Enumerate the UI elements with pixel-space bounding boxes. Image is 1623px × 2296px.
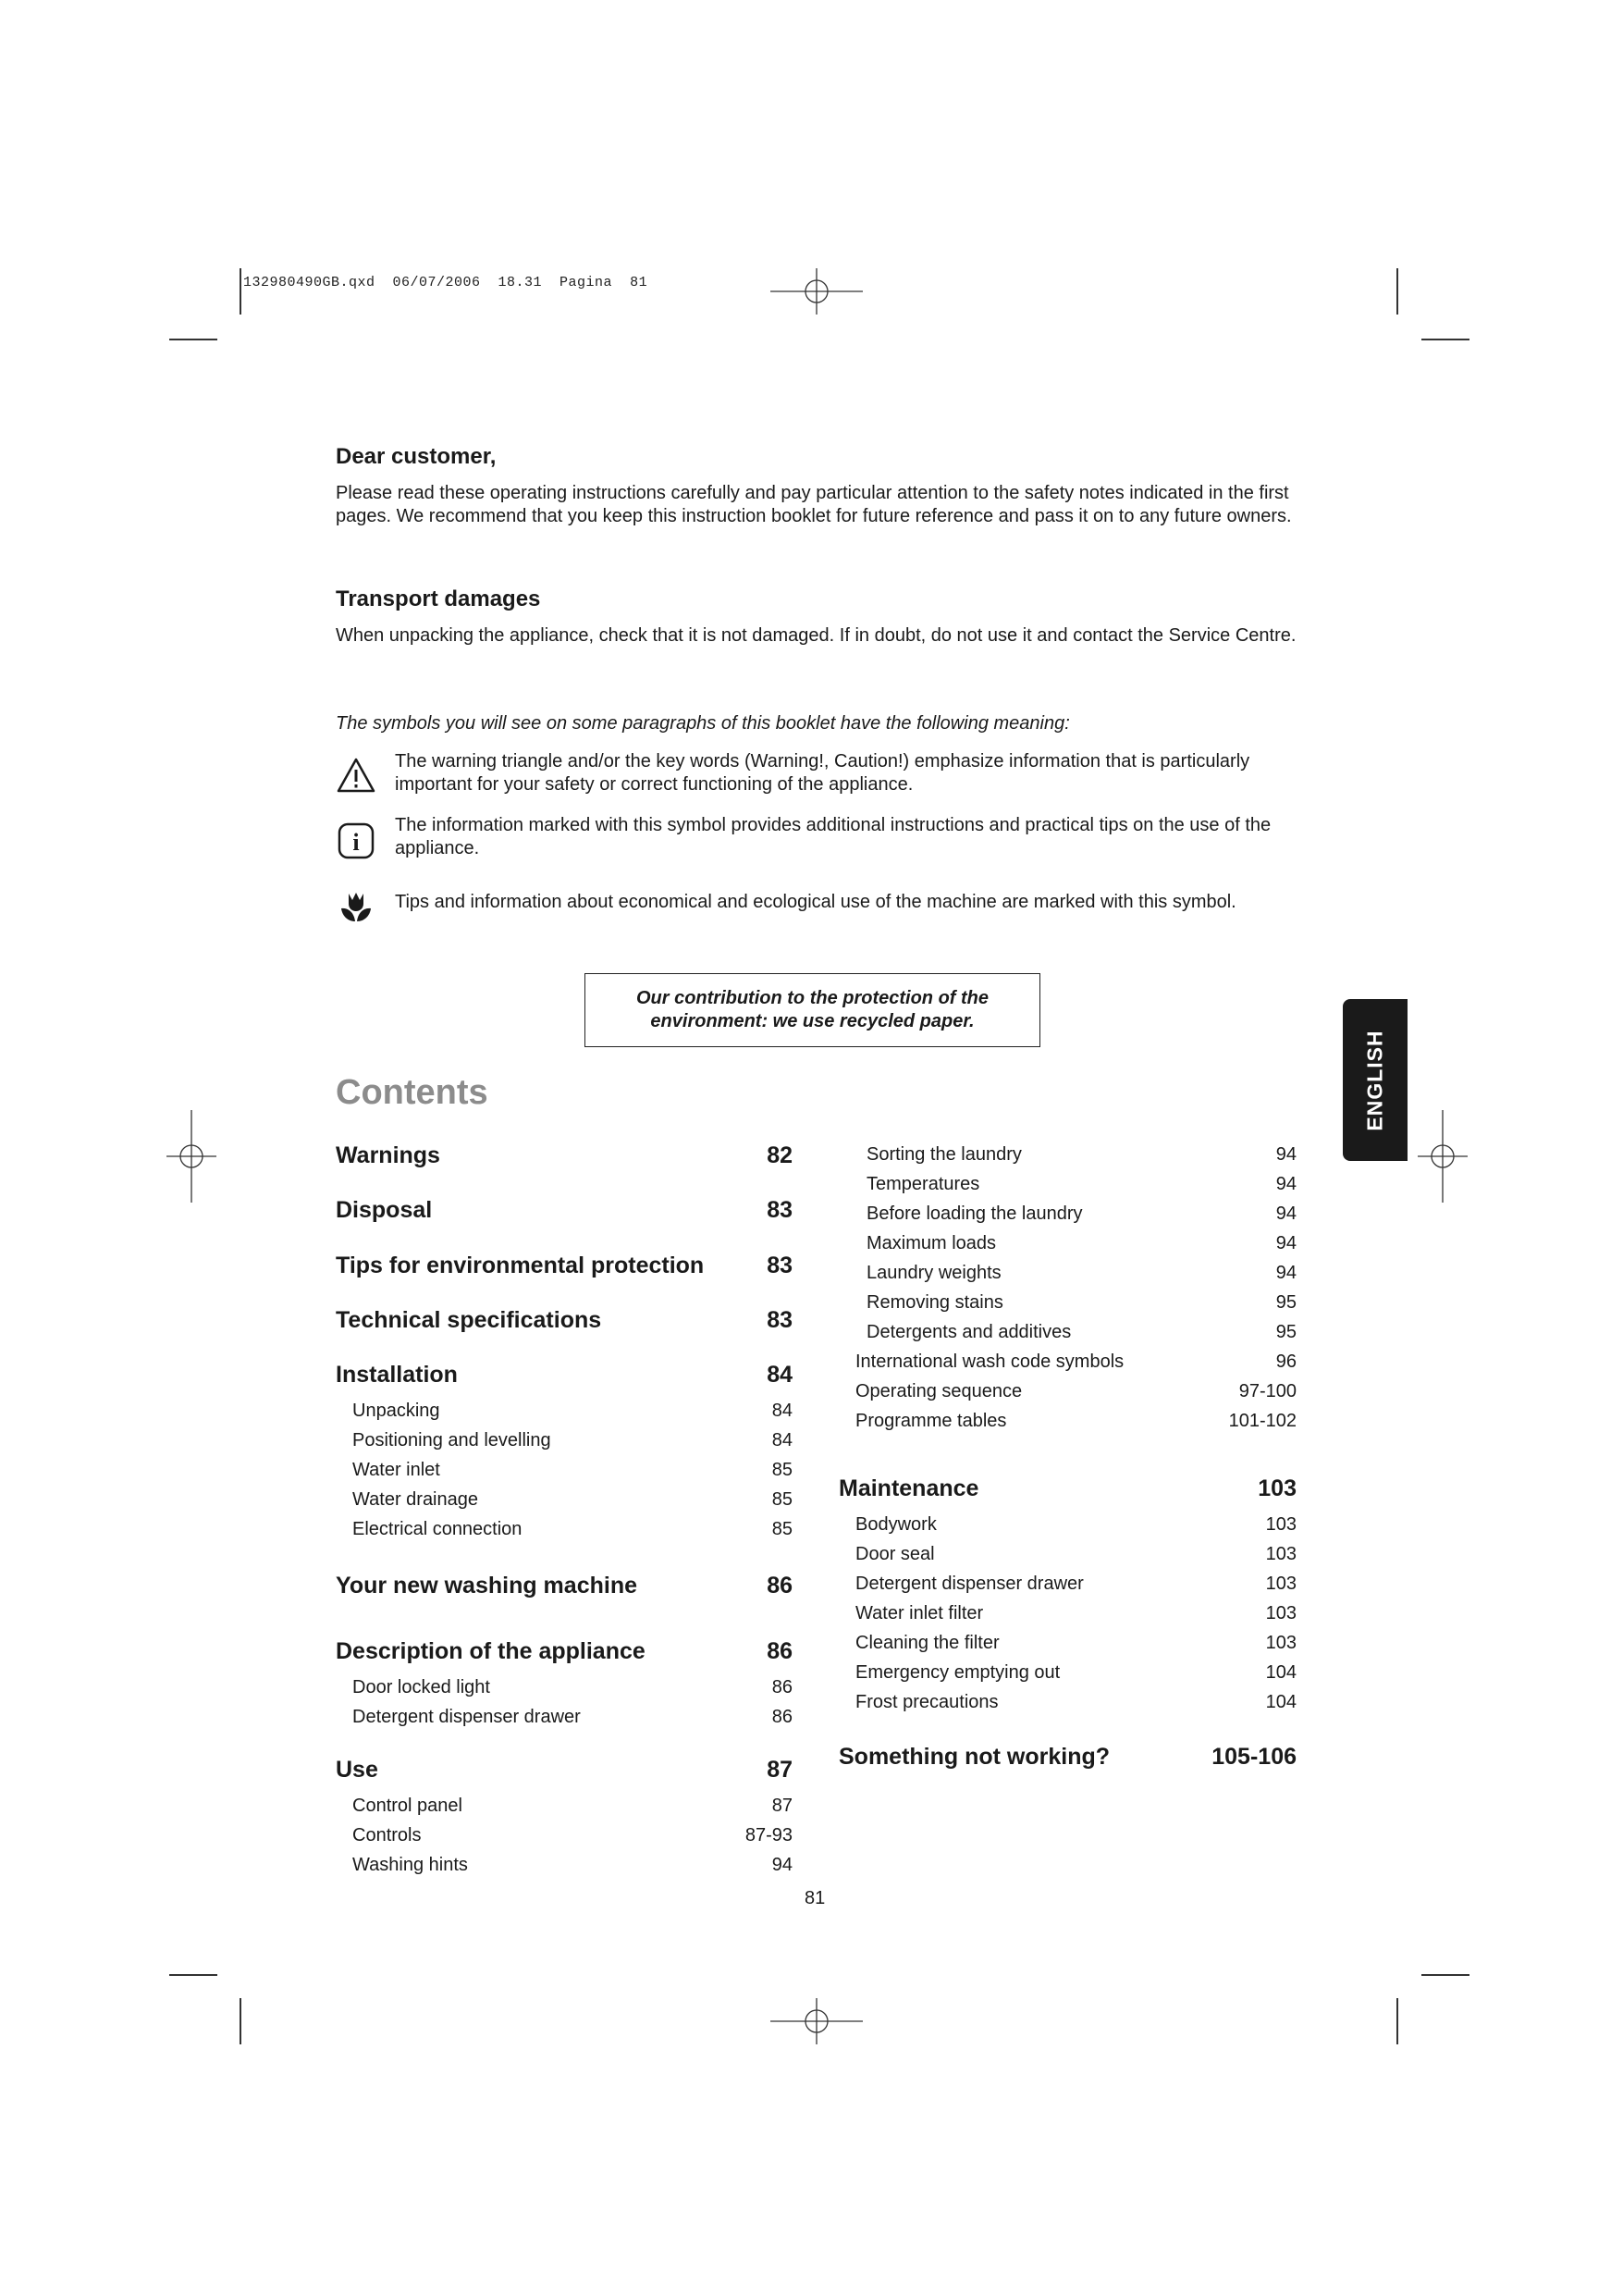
warning-triangle-icon bbox=[337, 757, 375, 794]
toc-page: 85 bbox=[771, 1489, 793, 1510]
toc-page: 103 bbox=[1265, 1633, 1297, 1653]
toc-label: Description of the appliance bbox=[336, 1638, 646, 1664]
toc-page: 83 bbox=[767, 1197, 793, 1223]
toc-subentry[interactable] bbox=[352, 1825, 793, 1846]
toc-label: Controls bbox=[352, 1825, 422, 1845]
toc-entry[interactable] bbox=[336, 1757, 793, 1784]
toc-page: 103 bbox=[1265, 1514, 1297, 1535]
toc-page: 94 bbox=[771, 1855, 793, 1875]
toc-page: 94 bbox=[1275, 1204, 1297, 1224]
toc-label: Detergent dispenser drawer bbox=[855, 1574, 1084, 1594]
language-tab-label: ENGLISH bbox=[1362, 1029, 1387, 1131]
toc-entry[interactable] bbox=[839, 1475, 1297, 1502]
registration-mark-icon bbox=[1418, 1110, 1468, 1203]
toc-subentry[interactable] bbox=[855, 1603, 1297, 1624]
eco-symbol-text: Tips and information about economical and ecological use of the machine are marked with this symbol. bbox=[395, 892, 1236, 912]
toc-page: 95 bbox=[1275, 1322, 1297, 1342]
toc-subentry[interactable] bbox=[855, 1381, 1297, 1402]
toc-label: Removing stains bbox=[867, 1292, 1003, 1313]
language-tab bbox=[1343, 999, 1408, 1161]
toc-label: Programme tables bbox=[855, 1411, 1007, 1431]
toc-page: 86 bbox=[767, 1573, 793, 1599]
toc-page: 86 bbox=[771, 1707, 793, 1727]
toc-subentry[interactable] bbox=[352, 1489, 793, 1511]
toc-label: Use bbox=[336, 1757, 378, 1783]
registration-mark-icon bbox=[770, 1998, 863, 2044]
toc-page: 105-106 bbox=[1211, 1744, 1297, 1770]
toc-subentry[interactable] bbox=[855, 1662, 1297, 1684]
toc-page: 97-100 bbox=[1238, 1381, 1297, 1401]
toc-label: Laundry weights bbox=[867, 1263, 1002, 1283]
toc-label: Door locked light bbox=[352, 1677, 490, 1697]
toc-subentry[interactable] bbox=[855, 1544, 1297, 1565]
toc-page: 103 bbox=[1258, 1475, 1297, 1501]
toc-subentry[interactable] bbox=[867, 1322, 1297, 1343]
toc-label: Warnings bbox=[336, 1142, 440, 1168]
toc-page: 94 bbox=[1275, 1174, 1297, 1194]
toc-subentry[interactable] bbox=[867, 1204, 1297, 1225]
toc-page: 85 bbox=[771, 1519, 793, 1539]
toc-label: Frost precautions bbox=[855, 1692, 999, 1712]
toc-label: Installation bbox=[336, 1362, 458, 1388]
toc-label: Water inlet filter bbox=[855, 1603, 984, 1623]
toc-page: 104 bbox=[1265, 1662, 1297, 1683]
toc-label: Technical specifications bbox=[336, 1307, 602, 1333]
toc-label: Emergency emptying out bbox=[855, 1662, 1061, 1683]
toc-subentry[interactable] bbox=[352, 1401, 793, 1422]
toc-subentry[interactable] bbox=[867, 1144, 1297, 1166]
toc-label: Tips for environmental protection bbox=[336, 1253, 705, 1278]
toc-page: 103 bbox=[1265, 1574, 1297, 1594]
toc-page: 85 bbox=[771, 1460, 793, 1480]
toc-page: 86 bbox=[771, 1677, 793, 1697]
transport-heading: Transport damages bbox=[336, 586, 541, 611]
toc-label: Before loading the laundry bbox=[867, 1204, 1083, 1224]
toc-page: 86 bbox=[767, 1638, 793, 1664]
intro-text: Please read these operating instructions carefully and pay particular attention to the safety notes indicated in the first pages. We recommend that you keep this instruction booklet for future reference and pass it on to any future owners. bbox=[336, 483, 1292, 526]
toc-label: Cleaning the filter bbox=[855, 1633, 1000, 1653]
toc-page: 84 bbox=[771, 1430, 793, 1450]
toc-label: Maintenance bbox=[839, 1475, 979, 1501]
toc-subentry[interactable] bbox=[352, 1430, 793, 1451]
toc-subentry[interactable] bbox=[867, 1174, 1297, 1195]
toc-subentry[interactable] bbox=[352, 1460, 793, 1481]
toc-subentry[interactable] bbox=[867, 1263, 1297, 1284]
transport-text: When unpacking the appliance, check that it is not damaged. If in doubt, do not use it and contact the Service Centre. bbox=[336, 625, 1297, 646]
toc-page: 82 bbox=[767, 1142, 793, 1168]
toc-label: Disposal bbox=[336, 1197, 433, 1223]
toc-page: 87 bbox=[767, 1757, 793, 1783]
toc-label: Your new washing machine bbox=[336, 1573, 637, 1599]
toc-page: 96 bbox=[1275, 1352, 1297, 1372]
registration-mark-icon bbox=[166, 1110, 216, 1203]
toc-page: 84 bbox=[771, 1401, 793, 1421]
toc-label: Unpacking bbox=[352, 1401, 440, 1421]
toc-subentry[interactable] bbox=[352, 1707, 793, 1728]
toc-entry[interactable] bbox=[336, 1573, 793, 1599]
toc-subentry[interactable] bbox=[352, 1677, 793, 1698]
toc-label: Maximum loads bbox=[867, 1233, 997, 1253]
toc-page: 101-102 bbox=[1228, 1411, 1297, 1431]
toc-subentry[interactable] bbox=[855, 1574, 1297, 1595]
toc-page: 94 bbox=[1275, 1233, 1297, 1253]
toc-label: Washing hints bbox=[352, 1855, 468, 1875]
toc-label: Door seal bbox=[855, 1544, 935, 1564]
toc-label: International wash code symbols bbox=[855, 1352, 1125, 1372]
toc-subentry[interactable] bbox=[855, 1692, 1297, 1713]
note-line-1: Our contribution to the protection of the bbox=[635, 988, 990, 1008]
toc-page: 103 bbox=[1265, 1544, 1297, 1564]
toc-page: 87-93 bbox=[744, 1825, 793, 1845]
toc-page: 83 bbox=[767, 1307, 793, 1333]
toc-page: 95 bbox=[1275, 1292, 1297, 1313]
symbols-intro: The symbols you will see on some paragraphs of this booklet have the following meaning: bbox=[336, 713, 1070, 734]
contents-title: Contents bbox=[336, 1073, 488, 1112]
toc-label: Control panel bbox=[352, 1796, 462, 1816]
recycled-paper-note bbox=[584, 973, 1040, 1047]
svg-text:i: i bbox=[352, 829, 360, 856]
toc-page: 83 bbox=[767, 1253, 793, 1278]
warning-symbol-text: The warning triangle and/or the key words (Warning!, Caution!) emphasize information that is particularly important for your safety or correct functioning of the appliance. bbox=[395, 751, 1250, 795]
toc-subentry[interactable] bbox=[352, 1796, 793, 1817]
file-slug: 132980490GB.qxd 06/07/2006 18.31 Pagina 81 bbox=[243, 275, 648, 290]
toc-entry[interactable] bbox=[336, 1142, 793, 1169]
toc-page: 103 bbox=[1265, 1603, 1297, 1623]
toc-label: Detergent dispenser drawer bbox=[352, 1707, 581, 1727]
toc-subentry[interactable] bbox=[855, 1411, 1297, 1432]
toc-entry[interactable] bbox=[336, 1197, 793, 1224]
toc-label: Bodywork bbox=[855, 1514, 937, 1535]
toc-label: Something not working? bbox=[839, 1744, 1111, 1770]
toc-entry[interactable] bbox=[336, 1362, 793, 1389]
toc-page: 104 bbox=[1265, 1692, 1297, 1712]
toc-page: 94 bbox=[1275, 1263, 1297, 1283]
registration-mark-icon bbox=[770, 268, 863, 315]
note-line-2: environment: we use recycled paper. bbox=[650, 1011, 975, 1031]
toc-page: 94 bbox=[1275, 1144, 1297, 1165]
intro-heading: Dear customer, bbox=[336, 444, 497, 469]
toc-subentry[interactable] bbox=[855, 1633, 1297, 1654]
page-number: 81 bbox=[805, 1888, 826, 1908]
toc-subentry[interactable] bbox=[352, 1519, 793, 1540]
toc-label: Operating sequence bbox=[855, 1381, 1023, 1401]
information-symbol-text: The information marked with this symbol provides additional instructions and practical tips on the use of the appliance. bbox=[395, 815, 1272, 858]
toc-label: Electrical connection bbox=[352, 1519, 523, 1539]
toc-subentry[interactable] bbox=[352, 1855, 793, 1876]
toc-label: Water drainage bbox=[352, 1489, 478, 1510]
toc-subentry[interactable] bbox=[855, 1514, 1297, 1536]
toc-label: Detergents and additives bbox=[867, 1322, 1072, 1342]
toc-page: 84 bbox=[767, 1362, 793, 1388]
toc-label: Positioning and levelling bbox=[352, 1430, 551, 1450]
toc-entry[interactable] bbox=[336, 1307, 793, 1334]
toc-entry[interactable] bbox=[336, 1253, 793, 1279]
toc-page: 87 bbox=[771, 1796, 793, 1816]
toc-label: Temperatures bbox=[867, 1174, 980, 1194]
toc-entry[interactable] bbox=[336, 1638, 793, 1665]
toc-label: Water inlet bbox=[352, 1460, 440, 1480]
eco-flower-icon bbox=[338, 888, 375, 925]
toc-subentry[interactable] bbox=[855, 1352, 1297, 1373]
toc-entry[interactable] bbox=[839, 1744, 1297, 1771]
toc-label: Sorting the laundry bbox=[867, 1144, 1022, 1165]
information-icon bbox=[338, 822, 375, 859]
toc-subentry[interactable] bbox=[867, 1233, 1297, 1254]
toc-subentry[interactable] bbox=[867, 1292, 1297, 1314]
